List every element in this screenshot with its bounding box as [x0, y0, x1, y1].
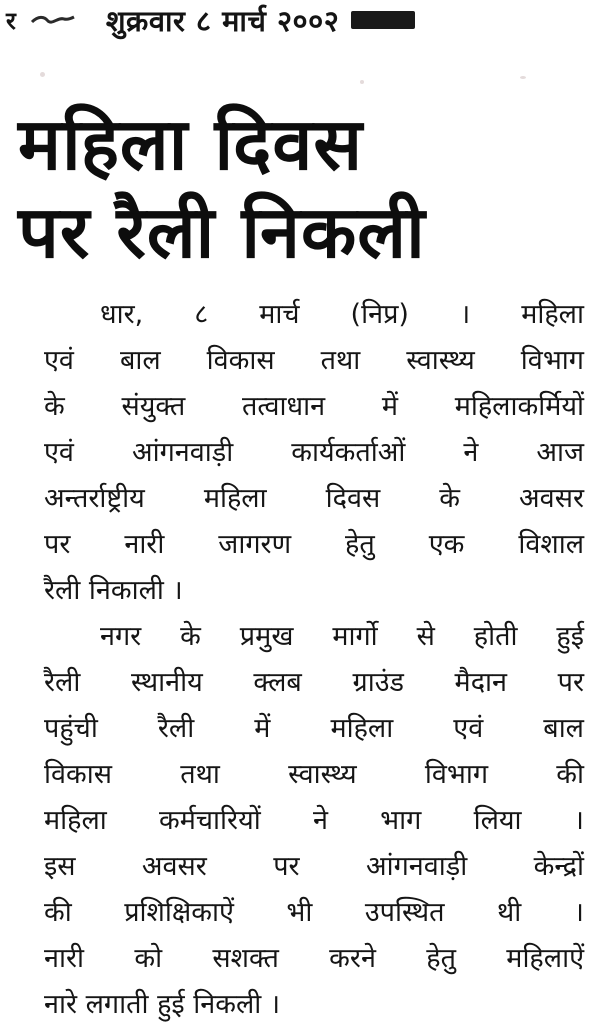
paper-speck	[40, 72, 45, 77]
story-line: नारी को सशक्त करने हेतु महिलाऐं	[44, 943, 584, 974]
paper-speck	[520, 76, 526, 79]
headline-line-2: पर रैली निकली	[18, 190, 426, 274]
headline-line-1: महिला दिवस	[18, 102, 364, 186]
story-line: नगर के प्रमुख मार्गो से होती हुई	[100, 621, 584, 652]
story-line: रैली निकाली ।	[44, 575, 183, 606]
page-number-fragment: र	[6, 6, 16, 35]
story-line: नारे लगाती हुई निकली ।	[44, 989, 281, 1020]
story-line: एवं आंगनवाड़ी कार्यकर्ताओं ने आज	[44, 437, 584, 468]
story-line: की प्रशिक्षिकाऐं भी उपस्थित थी ।	[44, 897, 584, 928]
dateline-bar	[6, 2, 596, 38]
story-line: महिला कर्मचारियों ने भाग लिया ।	[44, 805, 584, 836]
story-line: धार, ८ मार्च (निप्र) । महिला	[100, 299, 584, 330]
paragraph-2	[44, 614, 584, 1024]
story-line: पर नारी जागरण हेतु एक विशाल	[44, 529, 584, 560]
publication-date: शुक्रवार ८ मार्च २००२	[105, 3, 340, 38]
story-line: रैली स्थानीय क्लब ग्राउंड मैदान पर	[44, 667, 584, 698]
ink-smudge-icon	[30, 13, 76, 27]
story-line: एवं बाल विकास तथा स्वास्थ्य विभाग	[44, 345, 584, 376]
masthead-bar	[351, 11, 415, 29]
story-line: अन्तर्राष्ट्रीय महिला दिवस के अवसर	[44, 483, 584, 514]
story-body	[44, 292, 584, 1024]
headline	[18, 100, 598, 276]
story-line: विकास तथा स्वास्थ्य विभाग की	[44, 759, 584, 790]
story-line: के संयुक्त तत्वाधान में महिलाकर्मियों	[44, 391, 584, 422]
paragraph-1	[44, 292, 584, 614]
story-line: इस अवसर पर आंगनवाड़ी केन्द्रों	[44, 851, 584, 882]
story-line: पहुंची रैली में महिला एवं बाल	[44, 713, 584, 744]
paper-speck	[360, 80, 364, 84]
